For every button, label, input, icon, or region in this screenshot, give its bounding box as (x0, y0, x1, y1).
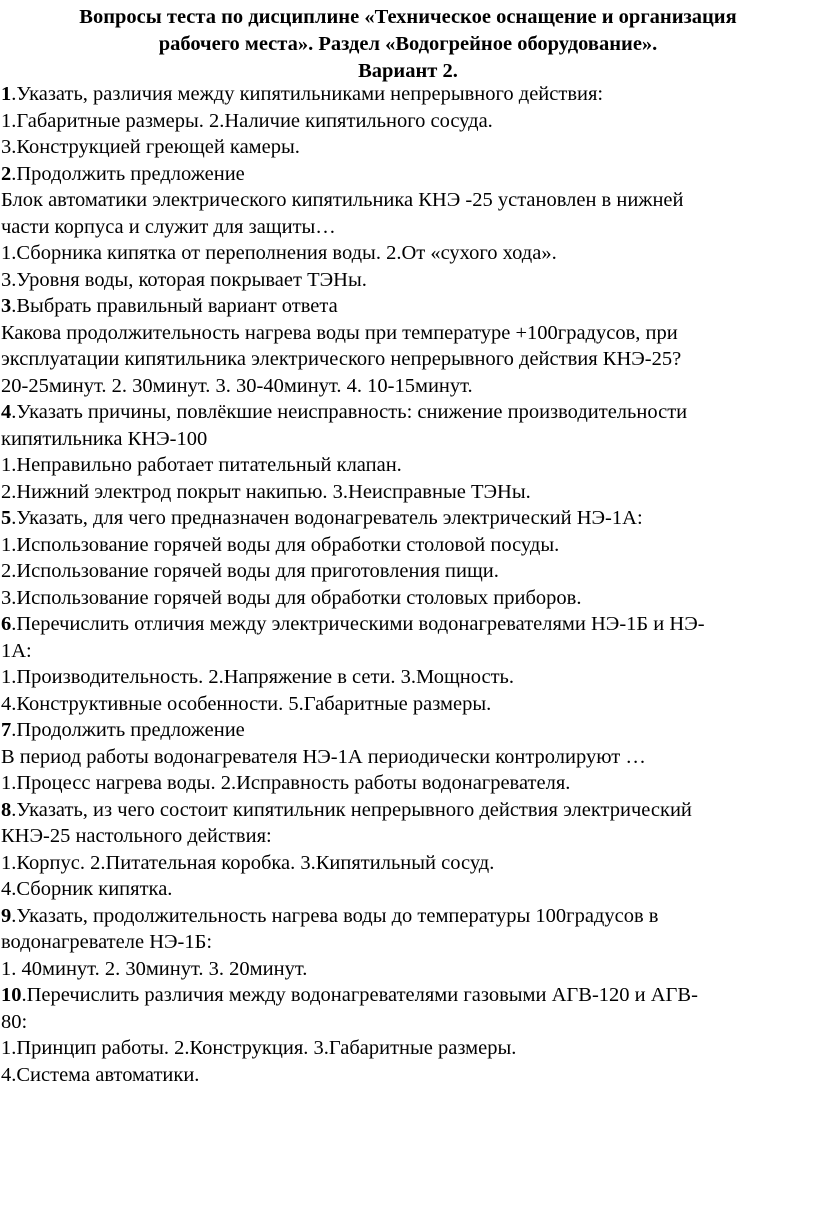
line-text: 3.Уровня воды, которая покрывает ТЭНы. (1, 268, 367, 291)
question-line (1, 797, 813, 824)
answer-line (1, 956, 813, 983)
variant-label: Вариант 2. (358, 60, 458, 82)
answer-line (1, 320, 813, 347)
question-line (1, 982, 813, 1009)
answer-line (1, 373, 813, 400)
line-text: .Продолжить предложение (11, 719, 245, 741)
question-line (1, 161, 813, 188)
line-text: 4.Система автоматики. (1, 1063, 200, 1086)
answer-line (1, 691, 813, 718)
answer-line (1, 426, 813, 453)
answer-line (1, 558, 813, 585)
question-line (1, 399, 813, 426)
line-text: 1.Использование горячей воды для обработки столовой посуды. (1, 533, 560, 556)
line-text: водонагревателе НЭ-1Б: (1, 931, 213, 953)
line-text: КНЭ-25 настольного действия: (1, 825, 272, 847)
line-text: кипятильника КНЭ-100 (1, 427, 208, 450)
answer-line (1, 214, 813, 241)
question-list (1, 81, 813, 1088)
question-number: 9 (1, 904, 12, 927)
line-text: 1.Сборника кипятка от переполнения воды. 2.От «сухого хода». (1, 242, 557, 264)
answer-line (1, 823, 813, 850)
line-text: .Перечислить различия между водонагревателями газовыми АГВ-120 и АГВ- (21, 984, 698, 1006)
question-number: 6 (1, 613, 12, 635)
question-line (1, 903, 813, 930)
line-text: 1А: (1, 639, 32, 662)
question-number: 8 (1, 798, 12, 821)
line-text: .Указать, для чего предназначен водонагреватель электрический НЭ-1А: (11, 507, 643, 529)
line-text: .Перечислить отличия между электрическими водонагревателями НЭ-1Б и НЭ- (11, 613, 705, 635)
line-text: 4.Сборник кипятка. (1, 878, 173, 900)
question-line (1, 81, 813, 108)
line-text: .Выбрать правильный вариант ответа (11, 295, 338, 317)
line-text: 3.Конструкцией греющей камеры. (1, 136, 300, 158)
question-number: 5 (1, 507, 12, 529)
question-number: 7 (1, 719, 12, 741)
answer-line (1, 664, 813, 691)
line-text: 4.Конструктивные особенности. 5.Габаритные размеры. (1, 692, 492, 715)
question-line (1, 611, 813, 638)
answer-line (1, 479, 813, 506)
title-line-1: Вопросы теста по дисциплине «Техническое оснащение и организация (79, 6, 737, 28)
line-text: 20-25минут. 2. 30минут. 3. 30-40минут. 4. 10-15минут. (1, 374, 473, 397)
question-number: 10 (1, 984, 22, 1006)
answer-line (1, 108, 813, 135)
document-header (0, 4, 816, 85)
question-line (1, 505, 813, 532)
question-number: 1 (1, 83, 12, 105)
line-text: 2.Использование горячей воды для приготовления пищи. (1, 560, 499, 582)
answer-line (1, 187, 813, 214)
answer-line (1, 744, 813, 771)
line-text: части корпуса и служит для защиты… (1, 215, 336, 238)
line-text: 1. 40минут. 2. 30минут. 3. 20минут. (1, 957, 308, 980)
question-line (1, 293, 813, 320)
question-line (1, 717, 813, 744)
line-text: 1.Неправильно работает питательный клапан. (1, 454, 402, 476)
title-line-2: рабочего места». Раздел «Водогрейное оборудование». (158, 33, 658, 55)
line-text: .Указать, различия между кипятильниками непрерывного действия: (11, 83, 604, 105)
line-text: .Продолжить предложение (11, 162, 245, 185)
line-text: Какова продолжительность нагрева воды при температуре +100градусов, при (1, 321, 678, 344)
line-text: 80: (1, 1010, 28, 1033)
answer-line (1, 585, 813, 612)
line-text: Блок автоматики электрического кипятильника КНЭ -25 установлен в нижней (1, 189, 684, 211)
answer-line (1, 346, 813, 373)
question-number: 2 (1, 162, 12, 185)
line-text: 2.Нижний электрод покрыт накипью. 3.Неисправные ТЭНы. (1, 480, 531, 503)
answer-line (1, 267, 813, 294)
line-text: .Указать причины, повлёкшие неисправность: снижение производительности (11, 401, 688, 423)
question-number: 4 (1, 401, 12, 423)
answer-line (1, 929, 813, 956)
answer-line (1, 638, 813, 665)
answer-line (1, 532, 813, 559)
answer-line (1, 240, 813, 267)
answer-line (1, 876, 813, 903)
answer-line (1, 134, 813, 161)
line-text: 1.Габаритные размеры. 2.Наличие кипятильного сосуда. (1, 109, 493, 132)
question-number: 3 (1, 295, 12, 317)
line-text: 1.Процесс нагрева воды. 2.Исправность работы водонагревателя. (1, 772, 571, 794)
line-text: 3.Использование горячей воды для обработки столовых приборов. (1, 586, 582, 609)
line-text: 1.Принцип работы. 2.Конструкция. 3.Габаритные размеры. (1, 1037, 517, 1059)
answer-line (1, 850, 813, 877)
answer-line (1, 770, 813, 797)
line-text: В период работы водонагревателя НЭ-1А периодически контролируют … (1, 745, 646, 768)
answer-line (1, 1062, 813, 1089)
answer-line (1, 1035, 813, 1062)
line-text: 1.Производительность. 2.Напряжение в сети. 3.Мощность. (1, 666, 515, 688)
answer-line (1, 1009, 813, 1036)
answer-line (1, 452, 813, 479)
line-text: 1.Корпус. 2.Питательная коробка. 3.Кипятильный сосуд. (1, 851, 495, 874)
line-text: .Указать, из чего состоит кипятильник непрерывного действия электрический (11, 798, 692, 821)
line-text: эксплуатации кипятильника электрического непрерывного действия КНЭ-25? (1, 348, 682, 370)
line-text: .Указать, продолжительность нагрева воды до температуры 100градусов в (11, 904, 659, 927)
